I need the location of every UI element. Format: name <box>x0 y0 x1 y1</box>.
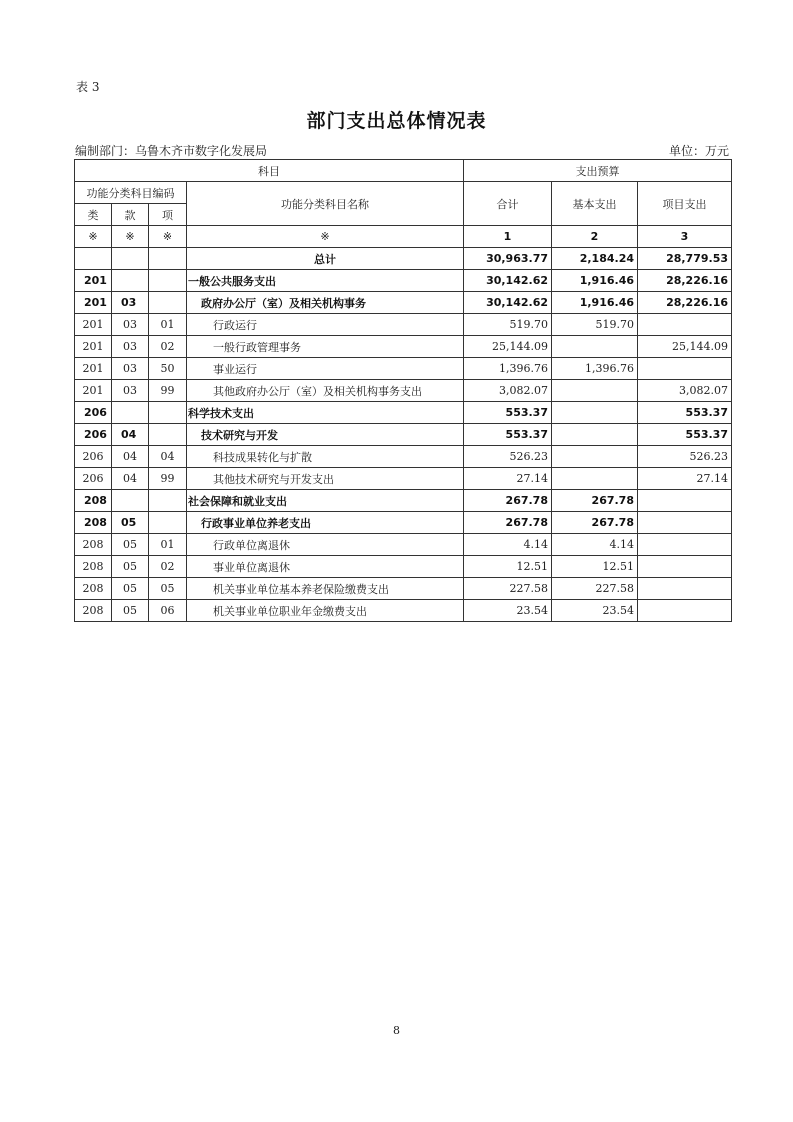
total-basic: 2,184.24 <box>552 248 638 270</box>
mark-kuan: ※ <box>112 226 149 248</box>
amount-total: 526.23 <box>464 446 552 468</box>
code-kuan <box>112 490 149 512</box>
subject-name: 行政单位离退休 <box>187 534 464 556</box>
total-sum: 30,963.77 <box>464 248 552 270</box>
amount-total: 227.58 <box>464 578 552 600</box>
code-lei: 208 <box>75 600 112 622</box>
amount-basic <box>552 336 638 358</box>
amount-project: 3,082.07 <box>638 380 732 402</box>
table-row <box>75 424 732 446</box>
amount-total: 30,142.62 <box>464 270 552 292</box>
subject-name: 其他技术研究与开发支出 <box>187 468 464 490</box>
amount-total: 553.37 <box>464 402 552 424</box>
subject-name: 其他政府办公厅（室）及相关机构事务支出 <box>187 380 464 402</box>
amount-project <box>638 578 732 600</box>
amount-project <box>638 358 732 380</box>
code-xiang <box>149 292 187 314</box>
table-row <box>75 336 732 358</box>
code-kuan <box>112 402 149 424</box>
amount-total: 1,396.76 <box>464 358 552 380</box>
code-xiang <box>149 402 187 424</box>
mark-name: ※ <box>187 226 464 248</box>
code-kuan: 03 <box>112 380 149 402</box>
code-xiang <box>149 270 187 292</box>
code-kuan <box>112 270 149 292</box>
table-row <box>75 578 732 600</box>
code-kuan: 03 <box>112 292 149 314</box>
col-number-2: 2 <box>552 226 638 248</box>
amount-project: 28,226.16 <box>638 270 732 292</box>
amount-basic: 1,916.46 <box>552 270 638 292</box>
amount-basic <box>552 446 638 468</box>
amount-project <box>638 490 732 512</box>
code-kuan: 05 <box>112 578 149 600</box>
code-kuan: 04 <box>112 446 149 468</box>
amount-total: 519.70 <box>464 314 552 336</box>
amount-total: 3,082.07 <box>464 380 552 402</box>
subject-name: 社会保障和就业支出 <box>187 490 464 512</box>
code-xiang: 04 <box>149 446 187 468</box>
total-row <box>75 248 732 270</box>
expenditure-table <box>74 159 732 622</box>
amount-basic <box>552 468 638 490</box>
amount-basic: 227.58 <box>552 578 638 600</box>
header-xiang: 项 <box>149 204 187 226</box>
amount-basic: 519.70 <box>552 314 638 336</box>
header-row-1 <box>75 160 732 182</box>
header-total: 合计 <box>464 182 552 226</box>
department-label: 编制部门：乌鲁木齐市数字化发展局 <box>75 144 268 158</box>
amount-project <box>638 512 732 534</box>
table-row <box>75 380 732 402</box>
amount-basic <box>552 424 638 446</box>
amount-project: 526.23 <box>638 446 732 468</box>
table-row <box>75 314 732 336</box>
table-row <box>75 468 732 490</box>
amount-basic: 12.51 <box>552 556 638 578</box>
amount-total: 27.14 <box>464 468 552 490</box>
subject-name: 机关事业单位职业年金缴费支出 <box>187 600 464 622</box>
amount-project: 28,226.16 <box>638 292 732 314</box>
table-row <box>75 490 732 512</box>
header-name: 功能分类科目名称 <box>187 182 464 226</box>
code-kuan: 05 <box>112 534 149 556</box>
mark-xiang: ※ <box>149 226 187 248</box>
mark-lei: ※ <box>75 226 112 248</box>
amount-basic: 1,916.46 <box>552 292 638 314</box>
code-lei: 206 <box>75 424 112 446</box>
amount-project <box>638 314 732 336</box>
table-row <box>75 292 732 314</box>
subject-name: 事业单位离退休 <box>187 556 464 578</box>
page-title: 部门支出总体情况表 <box>306 110 487 132</box>
table-row <box>75 512 732 534</box>
code-lei: 206 <box>75 446 112 468</box>
amount-basic <box>552 380 638 402</box>
page-number: 8 <box>393 1024 400 1037</box>
code-lei: 201 <box>75 270 112 292</box>
col-number-3: 3 <box>638 226 732 248</box>
amount-total: 25,144.09 <box>464 336 552 358</box>
code-xiang <box>149 490 187 512</box>
total-xiang <box>149 248 187 270</box>
subject-name: 行政事业单位养老支出 <box>187 512 464 534</box>
code-kuan: 03 <box>112 358 149 380</box>
code-lei: 201 <box>75 358 112 380</box>
amount-project <box>638 556 732 578</box>
table-row <box>75 600 732 622</box>
amount-project: 27.14 <box>638 468 732 490</box>
code-xiang: 05 <box>149 578 187 600</box>
code-xiang: 02 <box>149 556 187 578</box>
code-kuan: 04 <box>112 424 149 446</box>
table-row <box>75 270 732 292</box>
subject-name: 一般公共服务支出 <box>187 270 464 292</box>
table-row <box>75 556 732 578</box>
code-lei: 208 <box>75 534 112 556</box>
total-name: 总计 <box>187 248 464 270</box>
code-lei: 208 <box>75 490 112 512</box>
header-kuan: 款 <box>112 204 149 226</box>
code-lei: 208 <box>75 556 112 578</box>
code-xiang: 01 <box>149 314 187 336</box>
table-number: 表 3 <box>76 80 100 94</box>
total-project: 28,779.53 <box>638 248 732 270</box>
code-xiang: 06 <box>149 600 187 622</box>
subject-name: 政府办公厅（室）及相关机构事务 <box>187 292 464 314</box>
amount-basic: 267.78 <box>552 512 638 534</box>
code-xiang: 02 <box>149 336 187 358</box>
code-kuan: 03 <box>112 314 149 336</box>
header-budget: 支出预算 <box>464 160 732 182</box>
code-xiang: 99 <box>149 380 187 402</box>
code-lei: 201 <box>75 314 112 336</box>
amount-basic: 267.78 <box>552 490 638 512</box>
amount-total: 553.37 <box>464 424 552 446</box>
header-code-group: 功能分类科目编码 <box>75 182 187 204</box>
subject-name: 行政运行 <box>187 314 464 336</box>
code-xiang <box>149 424 187 446</box>
code-xiang: 50 <box>149 358 187 380</box>
code-kuan: 05 <box>112 556 149 578</box>
amount-total: 267.78 <box>464 490 552 512</box>
code-kuan: 03 <box>112 336 149 358</box>
subject-name: 事业运行 <box>187 358 464 380</box>
amount-project <box>638 600 732 622</box>
amount-basic <box>552 402 638 424</box>
amount-total: 12.51 <box>464 556 552 578</box>
total-kuan <box>112 248 149 270</box>
code-kuan: 05 <box>112 600 149 622</box>
header-basic: 基本支出 <box>552 182 638 226</box>
amount-project: 25,144.09 <box>638 336 732 358</box>
amount-total: 23.54 <box>464 600 552 622</box>
code-lei: 201 <box>75 380 112 402</box>
code-lei: 201 <box>75 336 112 358</box>
subject-name: 科学技术支出 <box>187 402 464 424</box>
subject-name: 机关事业单位基本养老保险缴费支出 <box>187 578 464 600</box>
amount-project: 553.37 <box>638 402 732 424</box>
code-xiang: 01 <box>149 534 187 556</box>
code-xiang: 99 <box>149 468 187 490</box>
amount-project: 553.37 <box>638 424 732 446</box>
code-lei: 208 <box>75 512 112 534</box>
amount-basic: 4.14 <box>552 534 638 556</box>
header-row-2 <box>75 182 732 204</box>
amount-total: 267.78 <box>464 512 552 534</box>
unit-label: 单位：万元 <box>668 144 729 158</box>
amount-total: 4.14 <box>464 534 552 556</box>
code-lei: 201 <box>75 292 112 314</box>
subject-name: 科技成果转化与扩散 <box>187 446 464 468</box>
header-row-4 <box>75 226 732 248</box>
subject-name: 一般行政管理事务 <box>187 336 464 358</box>
amount-total: 30,142.62 <box>464 292 552 314</box>
code-kuan: 05 <box>112 512 149 534</box>
header-lei: 类 <box>75 204 112 226</box>
code-lei: 208 <box>75 578 112 600</box>
table-row <box>75 402 732 424</box>
header-subject: 科目 <box>75 160 464 182</box>
table-row <box>75 358 732 380</box>
code-lei: 206 <box>75 468 112 490</box>
total-lei <box>75 248 112 270</box>
table-row <box>75 534 732 556</box>
code-lei: 206 <box>75 402 112 424</box>
col-number-1: 1 <box>464 226 552 248</box>
code-xiang <box>149 512 187 534</box>
table-row <box>75 446 732 468</box>
amount-basic: 1,396.76 <box>552 358 638 380</box>
code-kuan: 04 <box>112 468 149 490</box>
amount-project <box>638 534 732 556</box>
amount-basic: 23.54 <box>552 600 638 622</box>
subject-name: 技术研究与开发 <box>187 424 464 446</box>
header-project: 项目支出 <box>638 182 732 226</box>
